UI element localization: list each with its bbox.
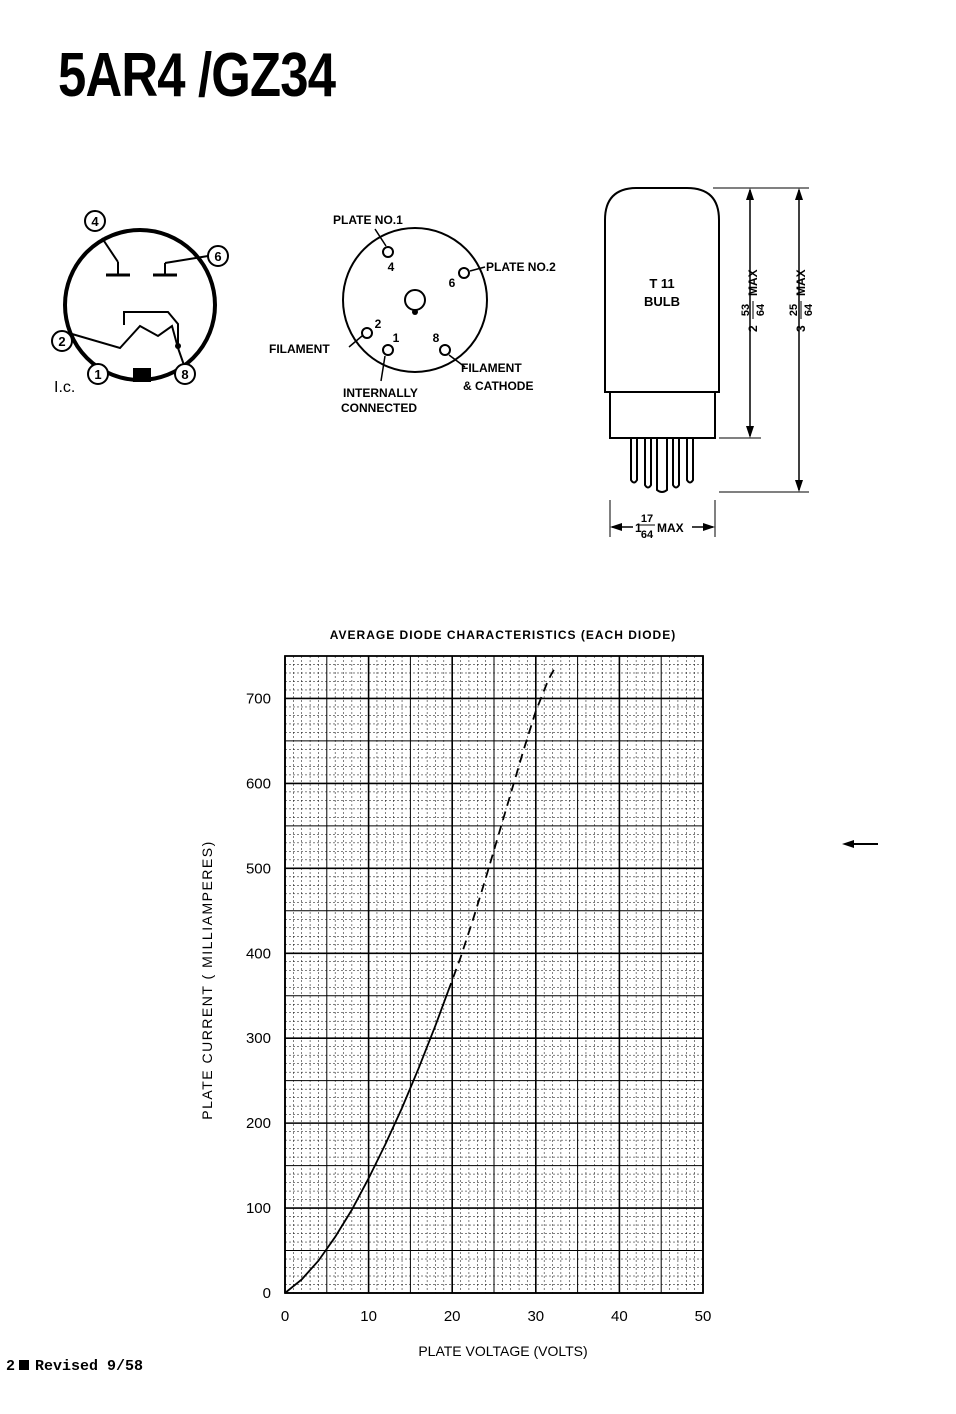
svg-text:MAX: MAX [746, 269, 760, 296]
bulb-type-label: T 11 [649, 276, 675, 291]
center-key [405, 290, 425, 310]
page-number: 2 [6, 1358, 16, 1375]
x-tick-label: 30 [527, 1308, 545, 1325]
svg-text:2: 2 [374, 317, 382, 331]
y-tick-label: 700 [245, 690, 271, 708]
bulb-label: BULB [643, 294, 681, 309]
svg-text:MAX: MAX [794, 269, 808, 296]
pins-outline [631, 438, 693, 492]
x-tick-label: 40 [611, 1308, 628, 1325]
x-tick-label: 50 [694, 1308, 712, 1325]
plate2-label: PLATE NO.2 [486, 260, 556, 274]
svg-text:4: 4 [91, 214, 99, 229]
y-tick-label: 100 [245, 1200, 271, 1218]
pin-2-hole [362, 328, 372, 338]
svg-text:25: 25 [788, 303, 800, 317]
pin-1-marker [88, 364, 108, 384]
pin-6-marker [208, 246, 228, 266]
svg-text:1: 1 [94, 367, 102, 382]
square-bullet [19, 1360, 29, 1370]
svg-text:17: 17 [640, 513, 654, 525]
filament-label: FILAMENT [269, 342, 330, 356]
ic-label: I.c. [54, 379, 76, 396]
y-tick-label: 400 [245, 945, 271, 963]
svg-text:1: 1 [392, 331, 400, 345]
pin-8-marker [175, 364, 195, 384]
socket-view [265, 205, 595, 420]
y-tick-label: 0 [262, 1285, 271, 1302]
svg-text:6: 6 [214, 249, 222, 264]
y-axis-label: PLATE CURRENT ( MILLIAMPERES) [199, 840, 215, 1120]
svg-text:8: 8 [181, 367, 189, 382]
curve-solid-series [285, 991, 448, 1293]
cathode-symbol [124, 312, 178, 348]
dim-overall-label [788, 269, 815, 332]
pin-4-marker [85, 211, 105, 231]
y-tick-label: 600 [245, 775, 271, 793]
y-tick-label: 500 [245, 860, 271, 878]
diode-characteristics-chart [0, 600, 956, 1380]
svg-text:MAX: MAX [657, 521, 684, 535]
svg-text:2: 2 [58, 334, 66, 349]
chart-title: AVERAGE DIODE CHARACTERISTICS (EACH DIODE) [329, 628, 677, 642]
footer [6, 1358, 143, 1375]
fil-cathode-label-2: & CATHODE [463, 379, 534, 393]
svg-text:64: 64 [755, 303, 767, 317]
svg-text:6: 6 [448, 276, 456, 290]
filament-symbol [72, 326, 178, 348]
pin-8-hole [440, 345, 450, 355]
svg-text:53: 53 [740, 303, 752, 317]
x-tick-label: 20 [443, 1308, 461, 1325]
y-tick-label: 300 [245, 1030, 271, 1048]
revised-note: Revised 9/58 [35, 1358, 144, 1375]
x-tick-label: 0 [280, 1308, 290, 1325]
x-axis-label: PLATE VOLTAGE (VOLTS) [418, 1343, 588, 1359]
socket-outline [343, 228, 487, 372]
plate1-label: PLATE NO.1 [333, 213, 403, 227]
basing-schematic [40, 200, 250, 400]
base-key [133, 368, 151, 382]
y-tick-label: 200 [245, 1115, 271, 1133]
chart-grid [285, 656, 703, 1293]
dim-height-label [740, 269, 767, 332]
svg-text:4: 4 [387, 260, 395, 274]
svg-text:64: 64 [803, 303, 815, 317]
base-outline [610, 392, 715, 438]
fil-cathode-label-1: FILAMENT [461, 361, 522, 375]
svg-text:8: 8 [432, 331, 440, 345]
tube-type-title: 5AR4 /GZ34 [58, 41, 336, 110]
internally-label: INTERNALLY [343, 386, 418, 400]
pin-6-hole [459, 268, 469, 278]
pin-4-hole [383, 247, 393, 257]
svg-text:2: 2 [746, 325, 760, 332]
connected-label: CONNECTED [341, 401, 418, 415]
pin-1-hole [383, 345, 393, 355]
dim-diameter-label [635, 513, 684, 540]
pin-2-marker [52, 331, 72, 351]
x-tick-label: 10 [360, 1308, 377, 1325]
envelope-circle [65, 230, 215, 380]
svg-text:1: 1 [635, 521, 642, 535]
tube-outline [595, 180, 825, 540]
svg-text:3: 3 [794, 325, 808, 332]
svg-text:64: 64 [640, 529, 654, 540]
